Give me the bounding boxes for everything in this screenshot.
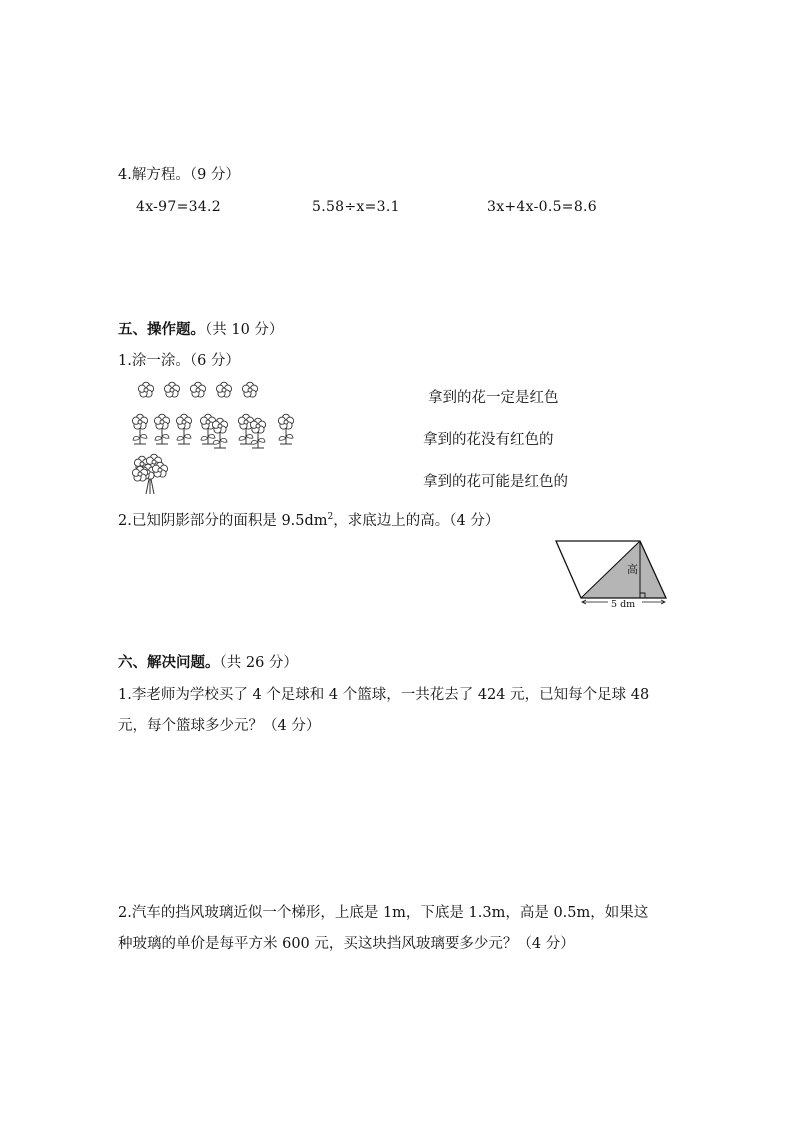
equation-1: 4x-97=34.2 [136,199,222,215]
s5-q2-text-post: ，求底边上的高。（4 分） [333,512,500,529]
flower-bouquet [132,454,167,494]
statement-1: 拿到的花一定是红色 [428,390,559,406]
s5-q1-title: 1.涂一涂。（6 分） [118,353,240,369]
section6-score: （共 26 分） [219,655,298,671]
statement-3: 拿到的花可能是红色的 [423,474,568,490]
squared-superscript: 2 [327,512,334,522]
flower-row-2 [132,414,293,448]
section5-heading [118,321,283,339]
statement-2: 拿到的花没有红色的 [423,432,554,448]
height-label: 高 [627,563,638,576]
s5-q2-text-pre: 2.已知阴影部分的面积是 9.5dm [118,512,328,529]
equation-3: 3x+4x-0.5=8.6 [487,199,597,215]
section6-heading [118,654,298,672]
parallelogram-figure [548,536,672,608]
s6-q1-line2: 元，每个篮球多少元？（4 分） [118,718,321,734]
flower-row-1 [138,382,257,397]
base-label: 5 dm [611,599,636,608]
s5-q2-text [118,508,499,530]
section5-title: 五、操作题。 [118,321,205,338]
s6-q1-line1: 1.李老师为学校买了 4 个足球和 4 个篮球，一共花去了 424 元，已知每个足球 48 [118,687,650,703]
equation-2: 5.58÷x=3.1 [312,199,400,215]
flowers-illustration [128,378,304,500]
s6-q2-line1: 2.汽车的挡风玻璃近似一个梯形，上底是 1m，下底是 1.3m，高是 0.5m，如果这 [118,905,649,921]
section6-title: 六、解决问题。 [118,654,220,671]
s6-q2-line2: 种玻璃的单价是每平方米 600 元，买这块挡风玻璃要多少元？（4 分） [118,936,575,952]
q4-title: 4.解方程。（9 分） [118,167,240,183]
section5-score: （共 10 分） [205,322,284,338]
